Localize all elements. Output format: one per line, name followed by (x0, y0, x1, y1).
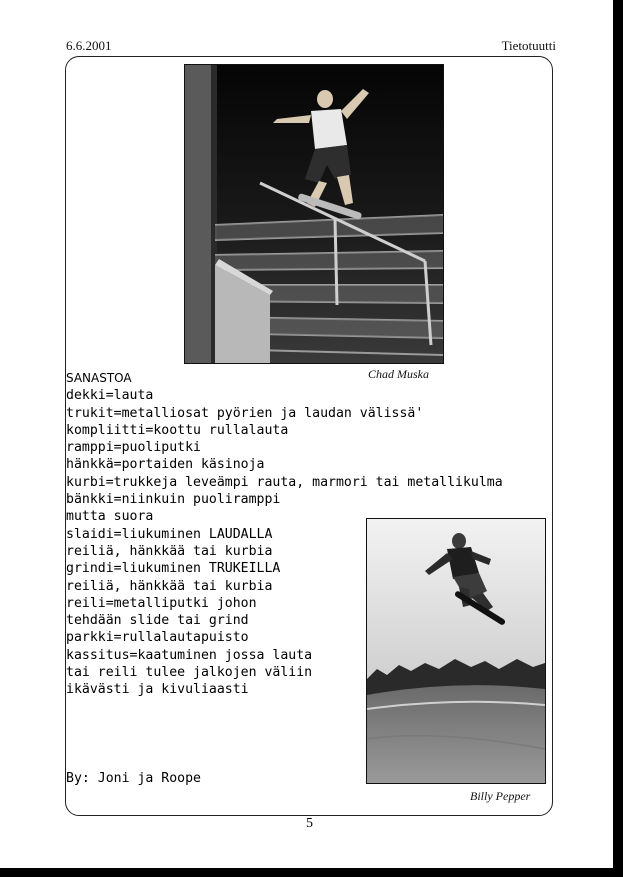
header-publication: Tietotuutti (501, 38, 556, 53)
glossary (66, 370, 558, 699)
glossary-heading: SANASTOA (66, 371, 132, 385)
glossary-line: kassitus=kaatuminen jossa lauta (66, 647, 313, 663)
glossary-line: mutta suora (66, 509, 154, 525)
byline: By: Joni ja Roope (66, 771, 201, 786)
glossary-line: grindi=liukuminen TRUKEILLA (66, 561, 281, 577)
glossary-line: reiliä, hänkkää tai kurbia (66, 578, 273, 594)
bottom-photo-caption: Billy Pepper (470, 789, 531, 803)
glossary-line: reili=metalliputki johon (66, 595, 257, 611)
glossary-line: reiliä, hänkkää tai kurbia (66, 543, 273, 559)
skater-rail-photo (184, 64, 444, 364)
glossary-line: trukit=metalliosat pyörien ja laudan välissä' (66, 405, 424, 421)
glossary-line: parkki=rullalautapuisto (66, 630, 249, 646)
scan-edge-bottom (0, 868, 623, 877)
glossary-line: hänkkä=portaiden käsinoja (66, 457, 265, 473)
glossary-line: ramppi=puoliputki (66, 440, 201, 456)
glossary-line: ikävästi ja kivuliaasti (66, 682, 249, 698)
glossary-line: tai reili tulee jalkojen väliin (66, 665, 313, 681)
glossary-line: kompliitti=koottu rullalauta (66, 422, 289, 438)
page-number: 5 (306, 816, 313, 831)
glossary-line: slaidi=liukuminen LAUDALLA (66, 526, 273, 542)
scan-edge-right (613, 0, 623, 877)
glossary-line: dekki=lauta (66, 388, 154, 404)
skater-rail-illustration (185, 65, 443, 363)
glossary-line: bänkki=niinkuin puoliramppi (66, 492, 281, 508)
header-date: 6.6.2001 (66, 38, 112, 53)
glossary-line: kurbi=trukkeja leveämpi rauta, marmori tai metallikulma (66, 474, 503, 490)
glossary-line: tehdään slide tai grind (66, 613, 249, 629)
top-photo-caption: Chad Muska (368, 367, 429, 381)
